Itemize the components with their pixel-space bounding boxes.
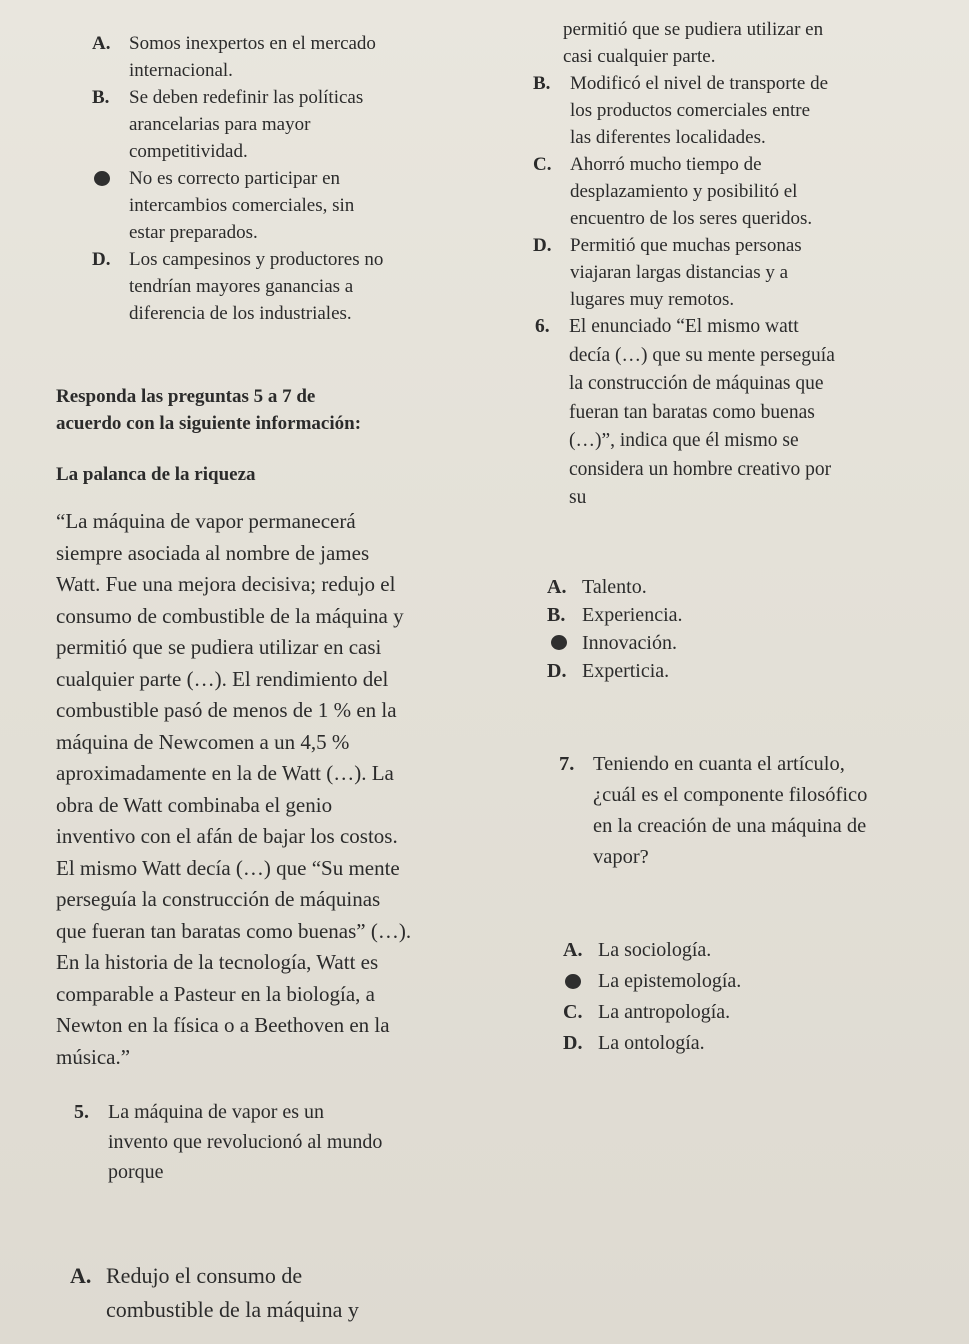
option-text: Experticia. bbox=[582, 659, 670, 682]
q4-options bbox=[40, 30, 480, 327]
option-text: Innovación. bbox=[582, 631, 677, 654]
option-letter: B. bbox=[92, 87, 110, 108]
option-letter: A. bbox=[547, 575, 567, 598]
option-letter: B. bbox=[533, 73, 551, 94]
option-text: La antropología. bbox=[598, 1000, 731, 1023]
selected-answer-mark bbox=[94, 171, 110, 186]
option-letter: C. bbox=[563, 1000, 583, 1023]
question-7 bbox=[559, 749, 925, 873]
option-letter: D. bbox=[547, 659, 567, 682]
option-letter: B. bbox=[547, 603, 566, 626]
q6-option-d[interactable] bbox=[547, 657, 925, 685]
option-text: Se deben redefinir las políticas arancelarias para mayor competitividad. bbox=[129, 87, 364, 162]
option-letter: A. bbox=[92, 33, 111, 54]
q7-option-d[interactable] bbox=[563, 1028, 925, 1059]
option-letter: A. bbox=[70, 1263, 92, 1288]
q6-option-c[interactable] bbox=[547, 629, 925, 657]
option-text: Los campesinos y productores no tendrían mayores ganancias a diferencia de los industriales. bbox=[129, 249, 384, 324]
option-text: La epistemología. bbox=[598, 969, 742, 992]
option-letter: D. bbox=[533, 235, 552, 256]
q5-option-b[interactable] bbox=[533, 70, 925, 151]
q5-option-a-continued: permitió que se pudiera utilizar en casi cualquier parte. bbox=[563, 19, 824, 67]
option-text: No es correcto participar en intercambios comerciales, sin estar preparados. bbox=[129, 168, 355, 243]
question-number: 6. bbox=[535, 316, 550, 337]
option-letter: D. bbox=[563, 1031, 583, 1054]
q6-option-b[interactable] bbox=[547, 601, 925, 629]
left-column bbox=[40, 30, 480, 1327]
q7-options bbox=[563, 935, 925, 1059]
question-6 bbox=[535, 313, 925, 513]
q4-option-c[interactable] bbox=[92, 165, 480, 246]
option-letter: D. bbox=[92, 249, 111, 270]
q7-option-b[interactable] bbox=[563, 966, 925, 997]
question-text: Teniendo en cuanta el artículo, ¿cuál es el componente filosófico en la creación de una máquina de vapor? bbox=[593, 752, 868, 868]
q6-option-a[interactable] bbox=[547, 573, 925, 601]
q7-option-c[interactable] bbox=[563, 997, 925, 1028]
option-text: La ontología. bbox=[598, 1031, 705, 1054]
q4-option-b[interactable] bbox=[92, 84, 480, 165]
question-number: 7. bbox=[559, 752, 575, 775]
selected-answer-mark bbox=[551, 635, 567, 650]
selected-answer-mark bbox=[565, 974, 581, 989]
question-text: El enunciado “El mismo watt decía (…) que su mente perseguía la construcción de máquinas que fueran tan baratas como buenas (…)”, indica que él mismo se considera un hombre creativo por su bbox=[569, 316, 835, 508]
option-text: Modificó el nivel de transporte de los productos comerciales entre las diferentes localidades. bbox=[570, 73, 829, 148]
q4-option-d[interactable] bbox=[92, 246, 480, 327]
option-text: Permitió que muchas personas viajaran largas distancias y a lugares muy remotos. bbox=[570, 235, 802, 310]
option-text: Talento. bbox=[582, 575, 647, 598]
option-letter: C. bbox=[533, 154, 552, 175]
q5-option-a[interactable] bbox=[70, 1259, 480, 1327]
article-body: “La máquina de vapor permanecerá siempre asociada al nombre de james Watt. Fue una mejora decisiva; redujo el consumo de combustible de la máquina y permitió que se pudiera utilizar en casi cualquier parte (…). El rendimiento del combustible pasó de menos de 1 % en la máquina de Newcomen a un 4,5 % aproximadamente en la de Watt (…). La obra de Watt combinaba el genio inventivo con el afán de bajar los costos. El mismo Watt decía (…) que “Su mente perseguía la construcción de máquinas que fueran tan baratas como buenas” (…). En la historia de la tecnología, Watt es comparable a Pasteur en la biología, a Newton en la física o a Beethoven en la música.” bbox=[56, 509, 412, 1069]
option-text: La sociología. bbox=[598, 938, 712, 961]
option-letter: A. bbox=[563, 938, 583, 961]
option-text: Redujo el consumo de combustible de la máquina y bbox=[106, 1263, 359, 1322]
q5-option-c[interactable] bbox=[533, 151, 925, 232]
question-5 bbox=[74, 1097, 480, 1187]
option-text: Experiencia. bbox=[582, 603, 683, 626]
question-number: 5. bbox=[74, 1101, 89, 1123]
question-text: La máquina de vapor es un invento que revolucionó al mundo porque bbox=[108, 1101, 383, 1183]
option-text: Somos inexpertos en el mercado internacional. bbox=[129, 33, 376, 81]
article-title: La palanca de la riqueza bbox=[56, 464, 256, 485]
q6-options bbox=[547, 573, 925, 685]
option-text: Ahorró mucho tiempo de desplazamiento y posibilitó el encuentro de los seres queridos. bbox=[570, 154, 813, 229]
q4-option-a[interactable] bbox=[92, 30, 480, 84]
instructions: Responda las preguntas 5 a 7 de acuerdo con la siguiente información: bbox=[56, 386, 362, 434]
right-column bbox=[505, 16, 925, 1059]
q7-option-a[interactable] bbox=[563, 935, 925, 966]
q5-option-d[interactable] bbox=[533, 232, 925, 313]
